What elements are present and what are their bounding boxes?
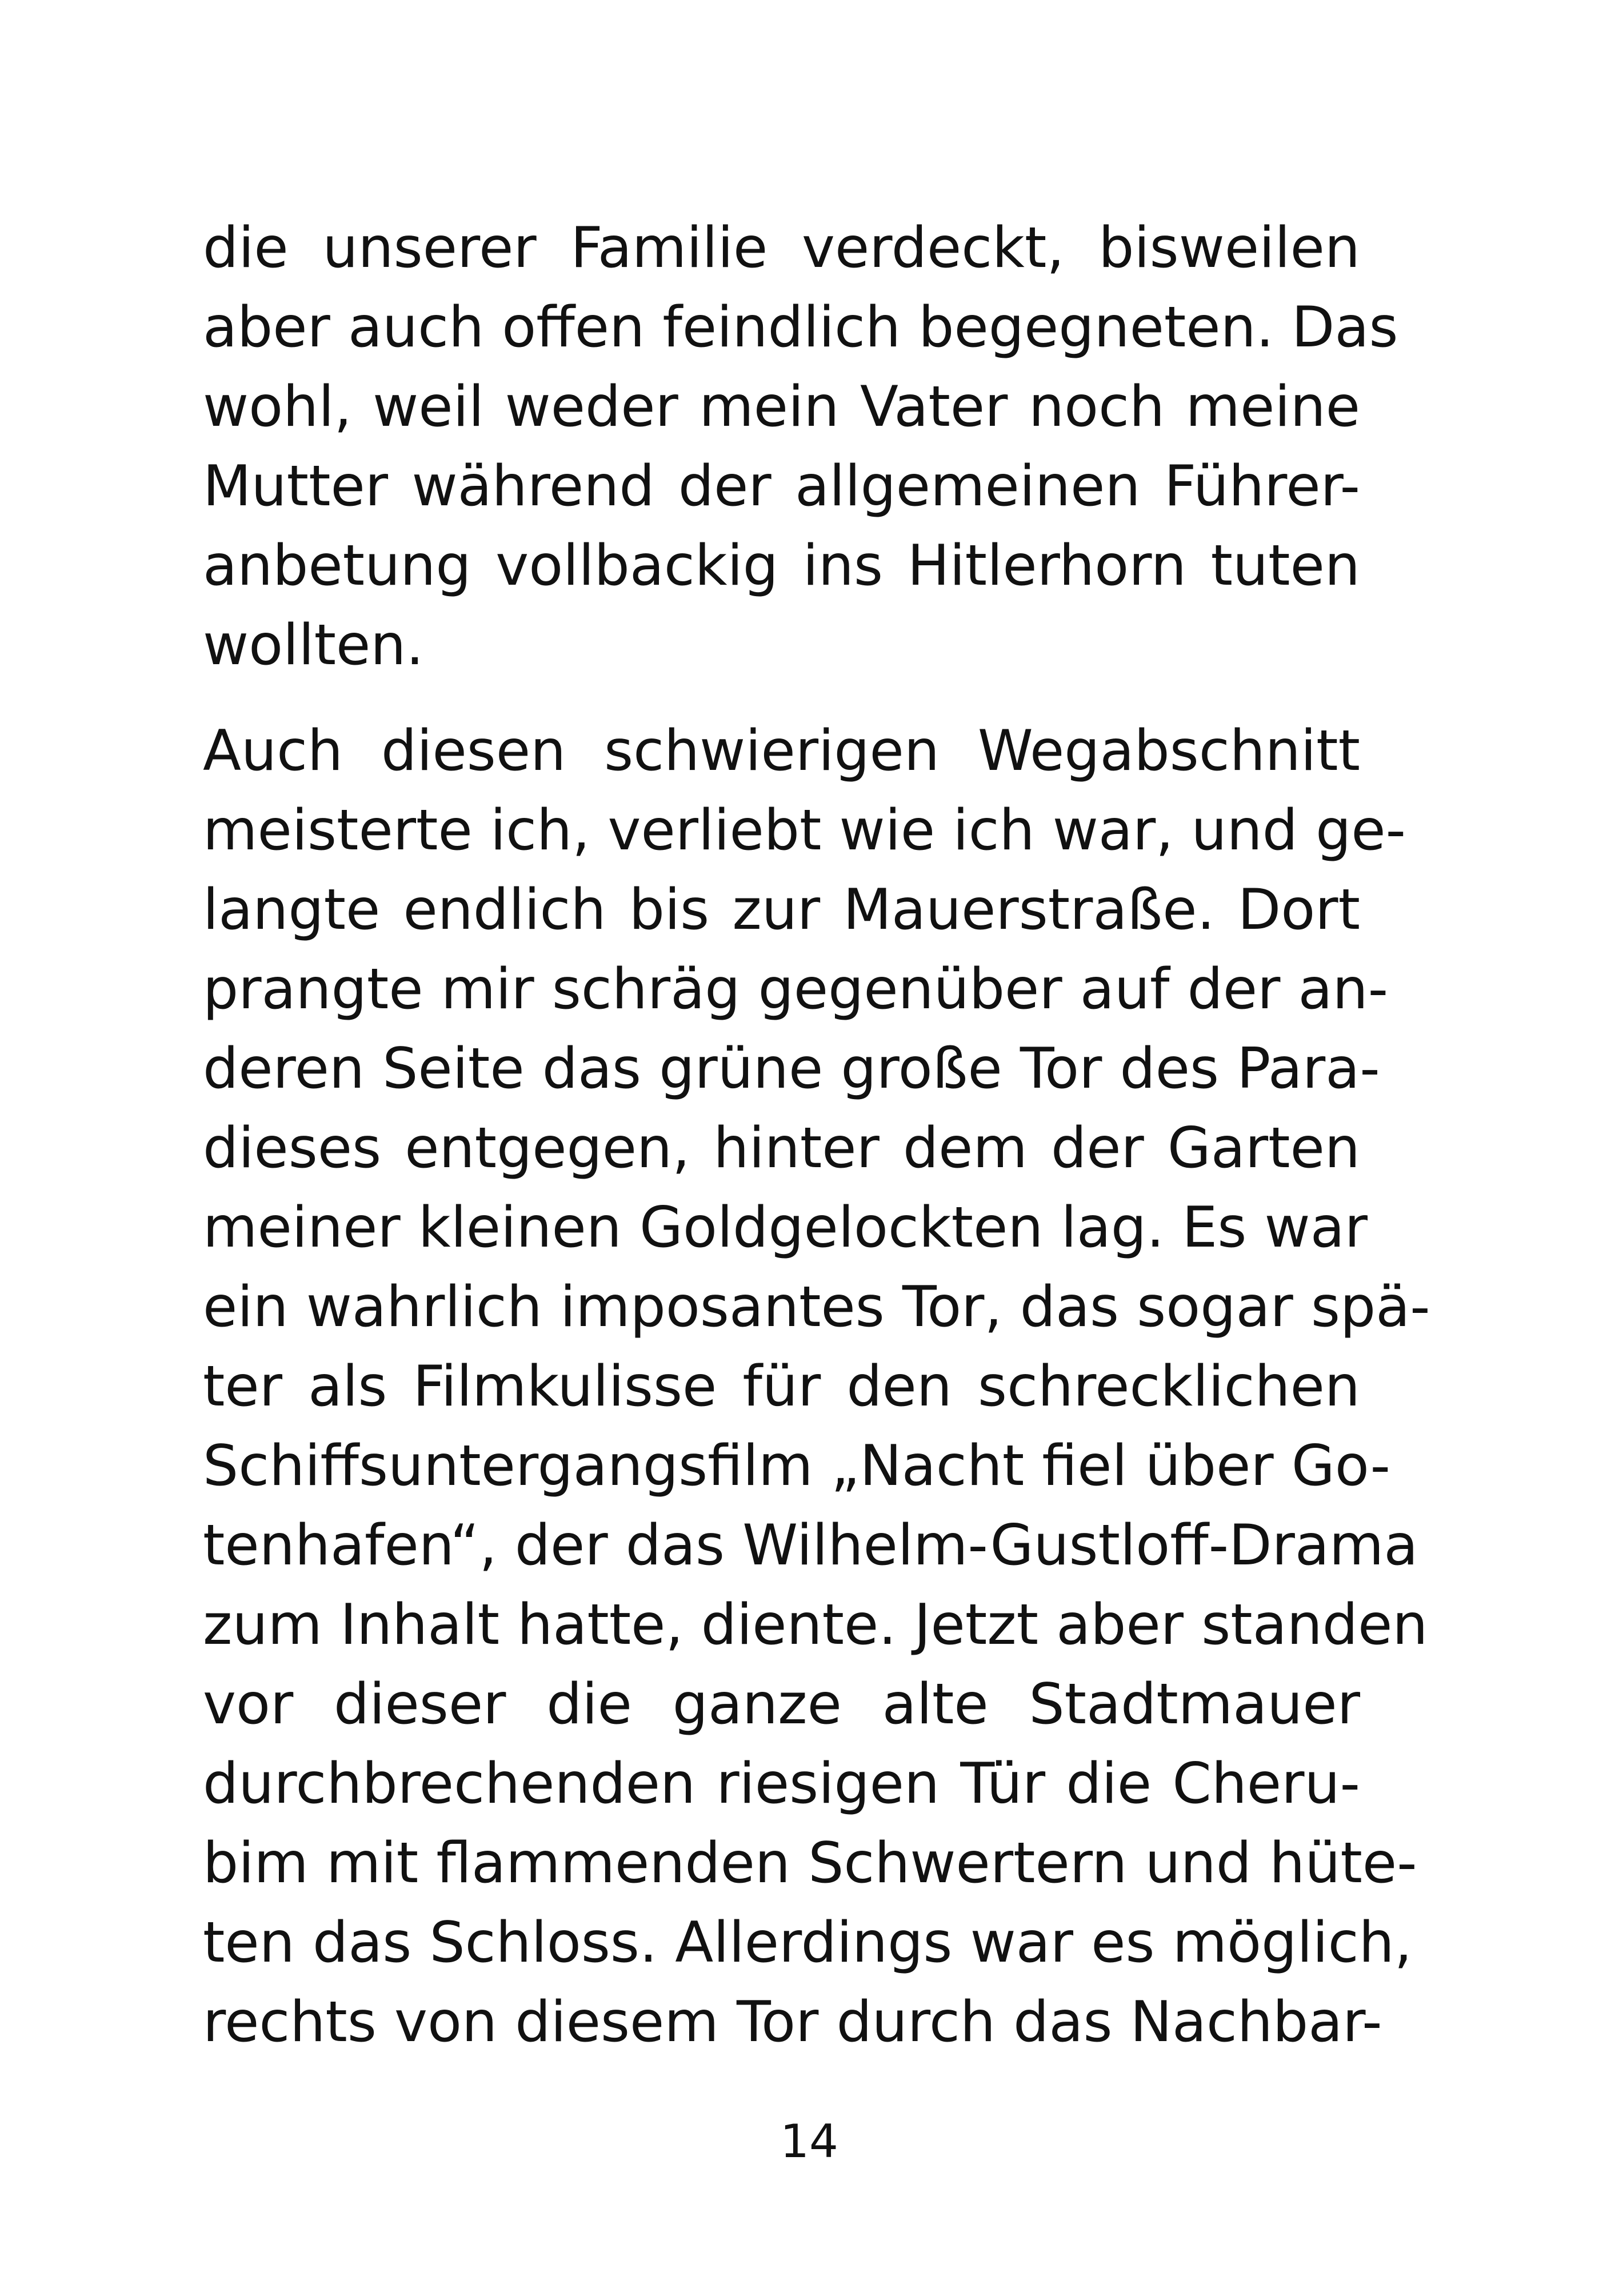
text-line: ein wahrlich imposantes Tor, das sogar spä- bbox=[203, 1275, 1430, 1340]
text-line: zum Inhalt hatte, diente. Jetzt aber standen bbox=[203, 1592, 1428, 1658]
text-line: durchbrechenden riesigen Tür die Cheru- bbox=[203, 1751, 1360, 1816]
text-line: deren Seite das grüne große Tor des Para- bbox=[203, 1036, 1380, 1101]
text-line: wollten. bbox=[203, 613, 424, 678]
paragraph-1 bbox=[203, 209, 1398, 685]
text-line: Mutter während der allgemeinen Führer- bbox=[203, 454, 1360, 519]
text-line: vor dieser die ganze alte Stadtmauer bbox=[203, 1672, 1360, 1737]
text-line: ten das Schloss. Allerdings war es möglich, bbox=[203, 1910, 1412, 1975]
paragraph-2 bbox=[203, 712, 1430, 2062]
text-line: aber auch offen feindlich begegneten. Das bbox=[203, 295, 1398, 360]
text-line: Auch diesen schwierigen Wegabschnitt bbox=[203, 718, 1360, 784]
text-line: meisterte ich, verliebt wie ich war, und ge- bbox=[203, 798, 1406, 863]
text-line: rechts von diesem Tor durch das Nachbar- bbox=[203, 1990, 1382, 2055]
text-line: die unserer Familie verdeckt, bisweilen bbox=[203, 215, 1360, 281]
text-line: wohl, weil weder mein Vater noch meine bbox=[203, 374, 1360, 440]
text-line: ter als Filmkulisse für den schrecklichen bbox=[203, 1354, 1360, 1419]
text-line: prangte mir schräg gegenüber auf der an- bbox=[203, 957, 1389, 1022]
text-line: meiner kleinen Goldgelockten lag. Es war bbox=[203, 1195, 1368, 1260]
text-line: dieses entgegen, hinter dem der Garten bbox=[203, 1116, 1360, 1181]
text-line: anbetung vollbackig ins Hitlerhorn tuten bbox=[203, 533, 1360, 598]
text-line: langte endlich bis zur Mauerstraße. Dort bbox=[203, 877, 1360, 943]
text-line: tenhafen“, der das Wilhelm-Gustloff-Drama bbox=[203, 1513, 1418, 1578]
text-line: bim mit flammenden Schwertern und hüte- bbox=[203, 1831, 1417, 1896]
text-line: Schiffsuntergangsfilm „Nacht fiel über Go- bbox=[203, 1433, 1390, 1499]
page-number: 14 bbox=[780, 2115, 838, 2168]
